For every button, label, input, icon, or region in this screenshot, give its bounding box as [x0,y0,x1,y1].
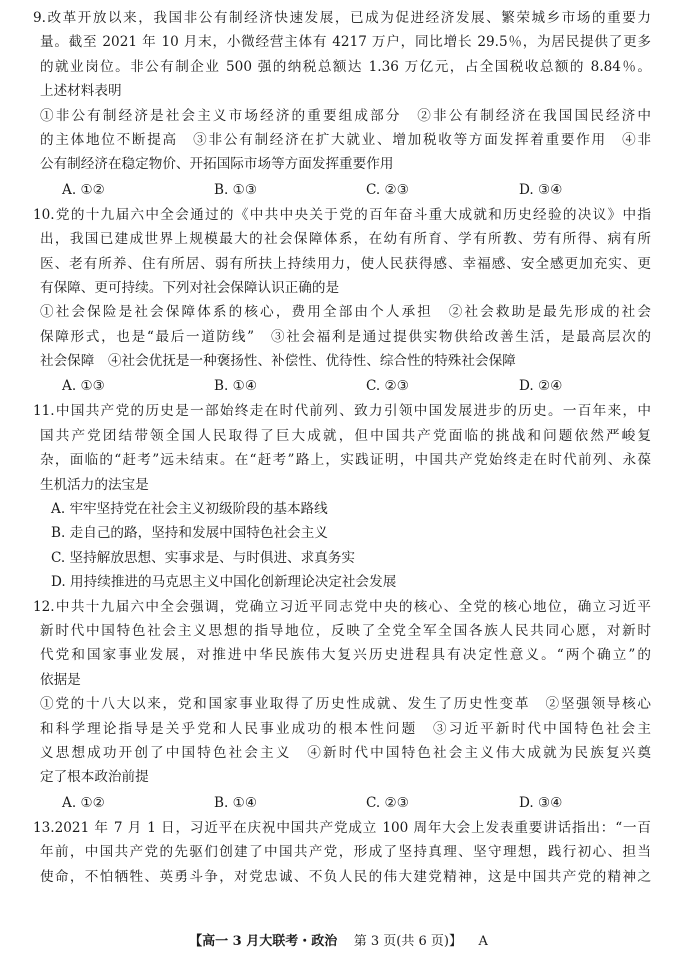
question-text-line: 使命，不怕牺牲、英勇斗争，对党忠诚、不负人民的伟大建党精神，这是中国共产党的精神之 [40,868,651,885]
question-text-line: 上述材料表明 [40,83,122,100]
answer-option-A: A. ①② [62,794,105,811]
question-text-line: 的就业岗位。非公有制企业 500 强的纳税总额达 1.36 万亿元，占全国税收总额的 8.84％。 [40,58,651,75]
answer-option-D: D. ③④ [519,794,563,811]
question-text-line: 量。截至 2021 年 10 月末，小微经营主体有 4217 万户，同比增长 29.5％，为居民提供了更多 [40,34,651,51]
question-13 [0,816,677,889]
answer-option-B: B. ①④ [214,794,258,811]
answer-choice-A: A. 牢牢坚持党在社会主义初级阶段的基本路线 [51,501,328,518]
question-list [0,6,677,889]
answer-option-C: C. ②③ [366,181,409,198]
question-text-line: 医、老有所养、住有所居、弱有所扶上持续用力，使人民获得感、幸福感、安全感更加充实、更 [40,255,651,272]
footer-title: 【高一 3 月大联考・政治 [189,934,338,949]
page-footer [0,930,677,949]
question-text-line: 13.2021 年 7 月 1 日，习近平在庆祝中国共产党成立 100 周年大会上发表重要讲话指出：“一百 [33,819,651,836]
answer-option-D: D. ②④ [519,378,563,395]
answer-option-C: C. ②③ [366,378,409,395]
question-text-line: 生机活力的法宝是 [40,476,149,493]
question-text-line: 出，我国已建成世界上规模最大的社会保障体系，在幼有所育、学有所教、劳有所得、病有所 [40,231,651,248]
question-text-line: 公有制经济在稳定物价、开拓国际市场等方面发挥重要作用 [40,156,394,173]
question-text-line: 国共产党团结带领全国人民取得了巨大成就，但中国共产党面临的挑战和问题依然严峻复 [40,427,651,444]
question-text-line: ①党的十八大以来，党和国家事业取得了历史性成就、发生了历史性变革 ②坚强领导核心 [40,696,651,713]
question-text-line: 依据是 [40,671,81,688]
question-9 [0,6,677,203]
question-text-line: 新时代中国特色社会主义思想的指导地位，反映了全党全军全国各族人民共同心愿，对新时 [40,622,651,639]
question-text-line: ①非公有制经济是社会主义市场经济的重要组成部分 ②非公有制经济在我国国民经济中 [40,107,651,124]
question-text-line: 9.改革开放以来，我国非公有制经济快速发展，已成为促进经济发展、繁荣城乡市场的重要力 [33,10,651,26]
answer-option-B: B. ①④ [214,378,258,395]
question-text-line: 的主体地位不断提高 ③非公有制经济在扩大就业、增加税收等方面发挥着重要作用 ④非 [40,131,651,148]
question-text-line: 代党和国家事业发展，对推进中华民族伟大复兴历史进程具有决定性意义。“两个确立”的 [40,647,651,664]
question-11 [0,399,677,594]
question-text-line: 义思想成功开创了中国特色社会主义 ④新时代中国特色社会主义伟大成就为民族复兴奠 [40,744,651,761]
answer-option-D: D. ③④ [519,181,563,198]
answer-option-B: B. ①③ [214,181,258,198]
footer-page-number: 第 3 页(共 6 页)】 [353,934,462,949]
question-text-line: 和科学理论指导是关乎党和人民事业成功的根本性问题 ③习近平新时代中国特色社会主 [40,720,651,737]
answer-option-A: A. ①③ [62,378,105,395]
question-12 [0,595,677,816]
question-text-line: ①社会保险是社会保障体系的核心，费用全部由个人承担 ②社会救助是最先形成的社会 [40,304,651,321]
question-text-line: 保障形式，也是“最后一道防线” ③社会福利是通过提供实物供给改善生活，是最高层次的 [40,328,651,345]
answer-option-A: A. ①② [62,181,105,198]
answer-choice-B: B. 走自己的路，坚持和发展中国特色社会主义 [51,525,328,542]
question-text-line: 10.党的十九届六中全会通过的《中共中央关于党的百年奋斗重大成就和历史经验的决议》中指 [33,206,651,223]
answer-choice-D: D. 用持续推进的马克思主义中国化创新理论决定社会发展 [51,574,397,591]
answer-options [0,177,677,203]
question-text-line: 有保障、更可持续。下列对社会保障认识正确的是 [40,279,340,296]
answer-option-C: C. ②③ [366,794,409,811]
answer-choice-C: C. 坚持解放思想、实事求是、与时俱进、求真务实 [51,549,356,566]
question-text-line: 社会保障 ④社会优抚是一种褒扬性、补偿性、优待性、综合性的特殊社会保障 [40,353,516,370]
question-text-line: 年前，中国共产党的先驱们创建了中国共产党，形成了坚持真理、坚守理想，践行初心、担当 [40,844,651,861]
question-text-line: 杂，面临的“赶考”远未结束。在“赶考”路上，实践证明，中国共产党始终走在时代前列、永葆 [40,452,651,469]
footer-version: A [478,934,488,949]
question-text-line: 定了根本政治前提 [40,769,149,786]
question-text-line: 11.中国共产党的历史是一部始终走在时代前列、致力引领中国发展进步的历史。一百年来，中 [33,403,651,420]
question-text-line: 12.中共十九届六中全会强调，党确立习近平同志党中央的核心、全党的核心地位，确立习近平 [33,598,651,615]
question-10 [0,203,677,400]
answer-options [0,790,677,816]
answer-options [0,373,677,399]
